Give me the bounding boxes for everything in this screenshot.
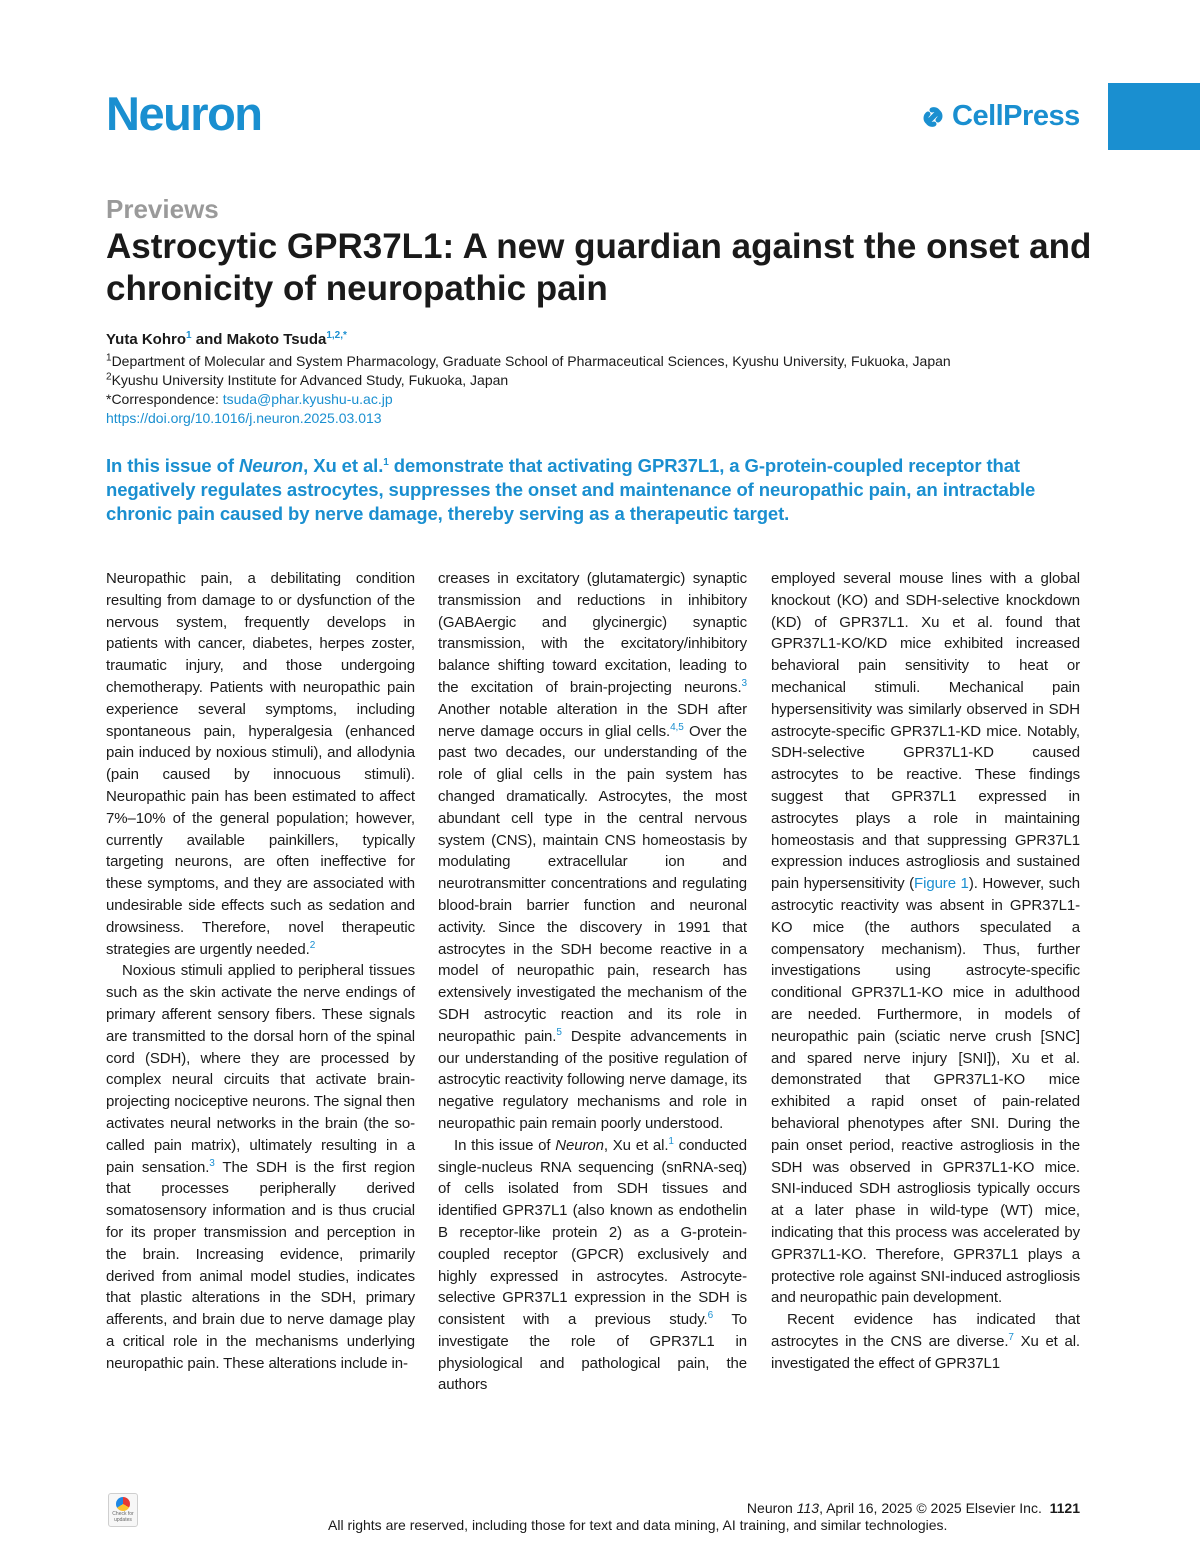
paragraph-text: employed several mouse lines with a global knockout (KO) and SDH-selective knockdown (KD) of GPR37L1. Xu et al. found that GPR37L1-KO/KD mice exhibited increased behavioral pain sensitivity to heat or mechanical stimuli. Mechanical pain hypersensitivity was similarly observed in SDH astrocyte-specific GPR37L1-KD mice. Notably, SDH-selective GPR37L1-KD caused astrocytes to be reactive. These findings suggest that GPR37L1 expressed in astrocytes plays a role in maintaining homeostasis and that suppressing GPR37L1 expression induces astrogliosis and sustained pain hypersensitivity ( xyxy=(771,570,1080,893)
author-affil-ref[interactable]: 1 xyxy=(186,330,192,341)
corr-email-link[interactable]: tsuda@phar.kyushu-u.ac.jp xyxy=(222,391,393,407)
journal-name: Neuron xyxy=(555,1136,604,1154)
paragraph xyxy=(438,568,747,1135)
footer-citation xyxy=(747,1500,1080,1516)
paragraph-text: Over the past two decades, our understanding of the role of glial cells in the pain system has changed dramatically. Astrocytes, the most abundant cell type in the central nervous system (CNS), maintain CNS homeostasis by modulating extracellular ion and neurotransmitter concentrations and regulating blood-brain barrier function and neuronal activity. Since the discovery in 1991 that astrocytes in the SDH become reactive in a model of neuropathic pain, research has extensively investigated the mechanism of the SDH astrocytic reaction and its role in neuropathic pain. xyxy=(438,722,747,1045)
paragraph-text: conducted single-nucleus RNA sequencing (snRNA-seq) of cells isolated from SDH tissues and identified GPR37L1 (also known as endothelin B receptor-like protein 2) as a G-protein-coupled receptor (GPCR) exclusively and highly expressed in astrocytes. Astrocyte-selective GPR37L1 expression in the SDH is consistent with a previous study. xyxy=(438,1136,747,1329)
corr-label: *Correspondence: xyxy=(106,391,223,407)
paragraph-text: Neuropathic pain, a debilitating condition resulting from damage to or dysfunction of the nervous system, frequently develops in patients with cancer, diabetes, herpes zoster, traumatic injury, and those undergoing chemotherapy. Patients with neuropathic pain experience several symptoms, including spontaneous pain, hyperalgesia (enhanced pain induced by noxious stimuli), and allodynia (pain caused by innocuous stimuli). Neuropathic pain has been estimated to affect 7%–10% of the general population; however, currently available painkillers, typically targeting neurons, are often ineffective for these symptoms, and they are associated with undesirable side effects such as sedation and drowsiness. Therefore, novel therapeutic strategies are urgently needed. xyxy=(106,570,415,958)
paragraph-text: To investigate the role of GPR37L1 in physiological and pathological pain, the authors xyxy=(438,1311,747,1394)
paragraph-text: In this issue of xyxy=(454,1136,556,1154)
section-color-tab xyxy=(1108,83,1200,150)
author-conjunction: and xyxy=(191,331,227,348)
paragraph xyxy=(438,1135,747,1397)
paragraph-text: The SDH is the first region that processes peripherally derived somatosensory information and is thus crucial for its proper transmission and perception in the brain. Increasing evidence, primarily derived from animal model studies, indicates that plastic alterations in the SDH, primary afferents, and brain due to nerve damage play a critical role in the mechanisms underlying neuropathic pain. These alterations include in- xyxy=(106,1158,415,1372)
citation-ref[interactable]: 1 xyxy=(383,456,389,468)
citation-ref[interactable]: 7 xyxy=(1008,1331,1014,1343)
paragraph-text: Noxious stimuli applied to peripheral tissues such as the skin activate the nerve endings of primary afferent sensory fibers. These signals are transmitted to the dorsal horn of the spinal cord (SDH), where they are processed by complex neural circuits that activate brain-projecting nociceptive neurons. The signal then activates neural networks in the brain (the so-called pain matrix), ultimately resulting in a pain sensation. xyxy=(106,962,415,1176)
abstract-text: In this issue of xyxy=(106,455,239,476)
paragraph xyxy=(771,568,1080,1309)
affil-number: 1 xyxy=(106,352,112,364)
paragraph-text: Another notable alteration in the SDH after nerve damage occurs in glial cells. xyxy=(438,700,747,740)
citation-ref[interactable]: 4,5 xyxy=(670,721,684,733)
author-name: Yuta Kohro xyxy=(106,331,187,348)
author-affil-ref[interactable]: 1,2,* xyxy=(326,330,347,341)
footer-date: , April 16, 2025 © 2025 Elsevier Inc. xyxy=(819,1500,1042,1516)
footer-journal: Neuron xyxy=(746,1500,797,1516)
footer-rights: All rights are reserved, including those for text and data mining, AI training, and similar technologies. xyxy=(328,1517,948,1533)
check-for-updates-icon[interactable] xyxy=(108,1493,138,1527)
author-name: Makoto Tsuda xyxy=(226,331,327,348)
citation-ref[interactable]: 3 xyxy=(741,677,747,689)
paragraph-text: , Xu et al. xyxy=(603,1136,669,1154)
affil-text: Department of Molecular and System Pharmacology, Graduate School of Pharmaceutical Sciences, Kyushu University, Fukuoka, Japan xyxy=(111,353,951,369)
affil-number: 2 xyxy=(106,371,112,383)
figure-link[interactable]: Figure 1 xyxy=(914,875,969,893)
paragraph-text: ). However, such astrocytic reactivity was absent in GPR37L1-KO mice (the authors speculated a compensatory mechanism). Thus, further investigations using astrocyte-specific conditional GPR37L1-KO mice in adulthood are needed. Furthermore, in models of neuropathic pain (sciatic nerve crush [SNC] and spared nerve injury [SNI]), Xu et al. demonstrated that GPR37L1-KO mice exhibited a rapid onset of pain-related behavioral phenotypes after SNI. During the pain onset period, reactive astrogliosis in the SDH was observed in GPR37L1-KO mice. SNI-induced SDH astrogliosis typically occurs at a later phase in wild-type (WT) mice, indicating that this process was accelerated by GPR37L1-KO. Therefore, GPR37L1 plays a protective role against SNI-induced astrogliosis and neuropathic pain development. xyxy=(771,875,1081,1307)
affil-text: Kyushu University Institute for Advanced Study, Fukuoka, Japan xyxy=(111,372,509,388)
doi-link[interactable]: https://doi.org/10.1016/j.neuron.2025.03.013 xyxy=(106,410,382,426)
crossmark-icon xyxy=(116,1497,130,1511)
affiliation-1 xyxy=(106,352,1106,371)
page-number: 1121 xyxy=(1049,1500,1080,1516)
abstract-text: demonstrate that activating GPR37L1, a G-protein-coupled receptor that negatively regulates astrocytes, suppresses the onset and maintenance of neuropathic pain, an intractable chronic pain caused by nerve damage, thereby serving as a therapeutic target. xyxy=(106,455,1036,524)
paragraph-text: Recent evidence has indicated that astrocytes in the CNS are diverse. xyxy=(771,1311,1080,1350)
paragraph xyxy=(771,1309,1080,1374)
correspondence xyxy=(106,390,1106,409)
author-line xyxy=(106,331,347,348)
paragraph-text: Xu et al. investigated the effect of GPR37L1 xyxy=(771,1332,1080,1372)
abstract-text: , Xu et al. xyxy=(303,455,384,476)
publisher-name: CellPress xyxy=(952,100,1080,132)
body-column-3 xyxy=(771,568,1080,1374)
paragraph-text: Despite advancements in our understanding of the positive regulation of astrocytic reactivity following nerve damage, its negative regulatory mechanisms and role in neuropathic pain remain poorly understood. xyxy=(438,1027,747,1132)
affiliation-2 xyxy=(106,371,1106,390)
abstract-journal: Neuron xyxy=(238,455,304,476)
paragraph xyxy=(106,960,415,1374)
citation-ref[interactable]: 5 xyxy=(556,1026,562,1038)
footer-volume: 113 xyxy=(796,1500,820,1516)
body-column-1 xyxy=(106,568,415,1374)
journal-logo: Neuron xyxy=(106,87,262,140)
body-column-2 xyxy=(438,568,747,1396)
citation-ref[interactable]: 6 xyxy=(707,1310,714,1322)
check-for-updates-label: Check for updates xyxy=(112,1511,134,1523)
cellpress-link-icon xyxy=(918,102,948,132)
paragraph-text: creases in excitatory (glutamatergic) synaptic transmission and reductions in inhibitory (GABAergic and glycinergic) synaptic transmission, with the excitatory/inhibitory balance shifting toward excitation, leading to the excitation of brain-projecting neurons. xyxy=(438,570,747,696)
section-label: Previews xyxy=(106,194,219,224)
article-title: Astrocytic GPR37L1: A new guardian against the onset and chronicity of neuropathic pain xyxy=(106,227,1092,308)
affiliations xyxy=(106,352,1106,428)
citation-ref[interactable]: 3 xyxy=(209,1157,215,1169)
publisher-logo[interactable] xyxy=(918,100,1080,133)
abstract xyxy=(106,454,1082,526)
citation-ref[interactable]: 1 xyxy=(668,1135,674,1147)
citation-ref[interactable]: 2 xyxy=(309,939,316,951)
paragraph xyxy=(106,568,415,960)
